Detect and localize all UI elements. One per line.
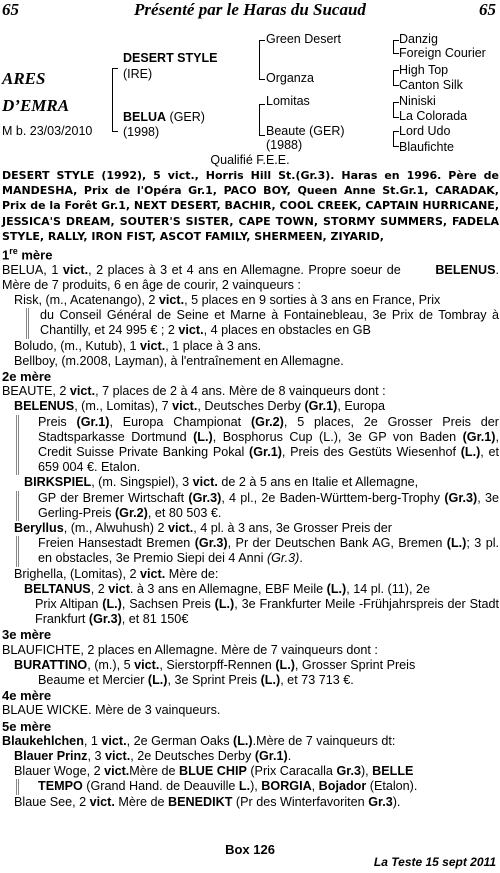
produce-belenus-cont: Preis (Gr.1), Europa Championat (Gr.2), 5 places, 2e Grosser Preis der Stadtsparkasse Dortmund (L.), Bosphorus Cup (L.), 3e GP von Baden (Gr.1), Credit Suisse Private Banking Pokal (Gr.1), Preis des Gestüts Wiesenhof (L.), et 659 004 €. Etalon.: [16, 415, 499, 476]
produce-belenus: BELENUS, (m., Lomitas), 7 vict., Deutsches Derby (Gr.1), Europa: [14, 399, 385, 414]
gen5-entry: Blaukehlchen, 1 vict., 2e German Oaks (L.).Mère de 7 vainqueurs dt:: [2, 733, 396, 748]
gen3-entry: BLAUFICHTE, 2 places en Allemagne. Mère de 7 vainqueurs dont :: [2, 642, 378, 657]
gen2-entry: BEAUTE, 2 vict., 7 places de 2 à 4 ans. Mère de 8 vainqueurs dont :: [2, 384, 386, 399]
catalogue-text: [2, 168, 499, 810]
gen3-heading: 3e mère: [2, 627, 52, 643]
gen1-heading: 1re mère: [2, 246, 53, 263]
pedigree: [0, 28, 500, 158]
ped-sd: Organza: [266, 71, 314, 85]
sire-summary: DESERT STYLE (1992), 5 vict., Horris Hill St.(Gr.3). Haras en 1996. Père de MANDESHA, Prix de l'Opéra Gr.1, PACO BOY, Queen Anne St.Gr.1, CARADAK, Prix de la Forêt Gr.1, NEXT DESERT, BACHIR, COOL CREEK, CAPTAIN HURRICANE, JESSICA'S DREAM, SOUTER'S SISTER, CAPE TOWN, STORMY SUMMERS, FADELA STYLE, RALLY, IRON FIST, ASCOT FAMILY, SHERMEEN, ZIYARID,: [2, 169, 499, 243]
sire-origin: (IRE): [123, 67, 153, 81]
page-number-right: 65: [479, 0, 496, 19]
produce-risk: Risk, (m., Acatenango), 2 vict., 5 places en 9 sorties à 3 ans en France, Prix: [14, 292, 441, 307]
produce-boludo: Boludo, (m., Kutub), 1 vict., 1 place à 3 ans.: [14, 338, 262, 353]
produce-risk-cont: du Conseil Général de Seine et Marne à Fontainebleau, 3e Prix de Tombray à Chantilly, et 24 995 € ; 2 vict., 4 places en obstacles en GB: [26, 308, 499, 338]
produce-burattino-cont: Beaume et Mercier (L.), 3e Sprint Preis (L.), et 73 713 €.: [38, 673, 354, 688]
ped-dss: Niniski: [399, 94, 436, 108]
produce-beltanus: BELTANUS, 2 vict. à 3 ans en Allemagne, EBF Meile (L.), 14 pl. (11), 2e: [24, 581, 431, 596]
ped-sds: High Top: [399, 63, 449, 77]
ped-sss: Danzig: [399, 32, 438, 46]
horse-details: M b. 23/03/2010: [2, 124, 93, 138]
bracket-sire: [259, 40, 265, 80]
dam-line: [123, 110, 205, 124]
horse-name-line2: D’EMRA: [2, 96, 70, 115]
produce-blauer-prinz: Blauer Prinz, 3 vict., 2e Deutsches Derby (Gr.1).: [14, 749, 292, 764]
box-number: Box 126: [225, 842, 275, 857]
ped-ds: Lomitas: [266, 94, 310, 108]
horse-name-line1: ARES: [2, 69, 46, 88]
dam-entry: BELUA, 1 vict., 2 places à 3 et 4 ans en Allemagne. Propre soeur de BELENUS. Mère de 7 produits, 6 en âge de courir, 2 vainqueurs :: [2, 262, 500, 292]
gen5-heading: 5e mère: [2, 718, 52, 734]
produce-beltanus-cont: Prix Altipan (L.), Sachsen Preis (L.), 3e Frankfurter Meile -Frühjahrspreis der Stadt Frankfurt (Gr.3), et 81 150€: [35, 597, 499, 627]
produce-bellboy: Bellboy, (m.2008, Layman), à l'entraînement en Allemagne.: [14, 353, 344, 368]
dam-origin: (GER): [169, 110, 205, 124]
ped-ssd: Foreign Courier: [399, 46, 486, 60]
ped-ss: Green Desert: [266, 32, 342, 46]
dam-year: (1998): [123, 125, 160, 139]
page-title: Présenté par le Haras du Sucaud: [134, 0, 366, 19]
bracket-dam: [259, 104, 265, 136]
dam-name: BELUA: [123, 110, 167, 124]
sire-name: DESERT STYLE: [123, 51, 218, 65]
gen4-heading: 4e mère: [2, 688, 52, 704]
gen4-entry: BLAUE WICKE. Mère de 3 vainqueurs.: [2, 703, 221, 718]
produce-blauer-woge-cont: TEMPO (Grand Hand. de Deauville L.), BORGIA, Bojador (Etalon).: [16, 779, 499, 794]
bracket-gen1: [112, 68, 118, 132]
produce-burattino: BURATTINO, (m.), 5 vict., Sierstorpff-Rennen (L.), Grosser Sprint Preis: [14, 657, 416, 672]
qualification: Qualifié F.E.E.: [210, 153, 290, 167]
produce-birkspiel-cont: GP der Bremer Wirtschaft (Gr.3), 4 pl., 2e Baden-Württem-berg-Trophy (Gr.3), 3e Gerling-Preis (Gr.2), et 80 503 €.: [16, 491, 499, 521]
produce-blauer-woge: Blauer Woge, 2 vict.Mère de BLUE CHIP (Prix Caracalla Gr.3), BELLE: [14, 764, 414, 779]
produce-blaue-see: Blaue See, 2 vict. Mère de BENEDIKT (Pr des Winterfavoriten Gr.3).: [14, 794, 401, 809]
produce-brighella: Brighella, (Lomitas), 2 vict. Mère de:: [14, 566, 219, 581]
ped-dd: Beaute (GER): [266, 124, 345, 138]
ped-dsd: La Colorada: [399, 109, 468, 123]
ped-sdd: Canton Silk: [399, 78, 463, 92]
page-header: [0, 0, 500, 20]
produce-birkspiel: BIRKSPIEL, (m. Singspiel), 3 vict. de 2 à 5 ans en Italie et Allemagne,: [24, 475, 419, 490]
produce-beryllus-cont: Freien Hansestadt Bremen (Gr.3), Pr der Deutschen Bank AG, Bremen (L.); 3 pl. en obstacles, 3e Premio Siepi dei 4 Anni (Gr.3).: [16, 536, 499, 566]
ped-dds: Lord Udo: [399, 124, 451, 138]
produce-beryllus: Beryllus, (m., Alwuhush) 2 vict., 4 pl. à 3 ans, 3e Grosser Preis der: [14, 521, 392, 535]
gen2-heading: 2e mère: [2, 368, 52, 384]
footer-date: La Teste 15 sept 2011: [373, 855, 496, 869]
ped-dd-year: (1988): [266, 138, 303, 152]
page-number-left: 65: [2, 0, 19, 19]
ped-ddd: Blaufichte: [399, 140, 454, 154]
